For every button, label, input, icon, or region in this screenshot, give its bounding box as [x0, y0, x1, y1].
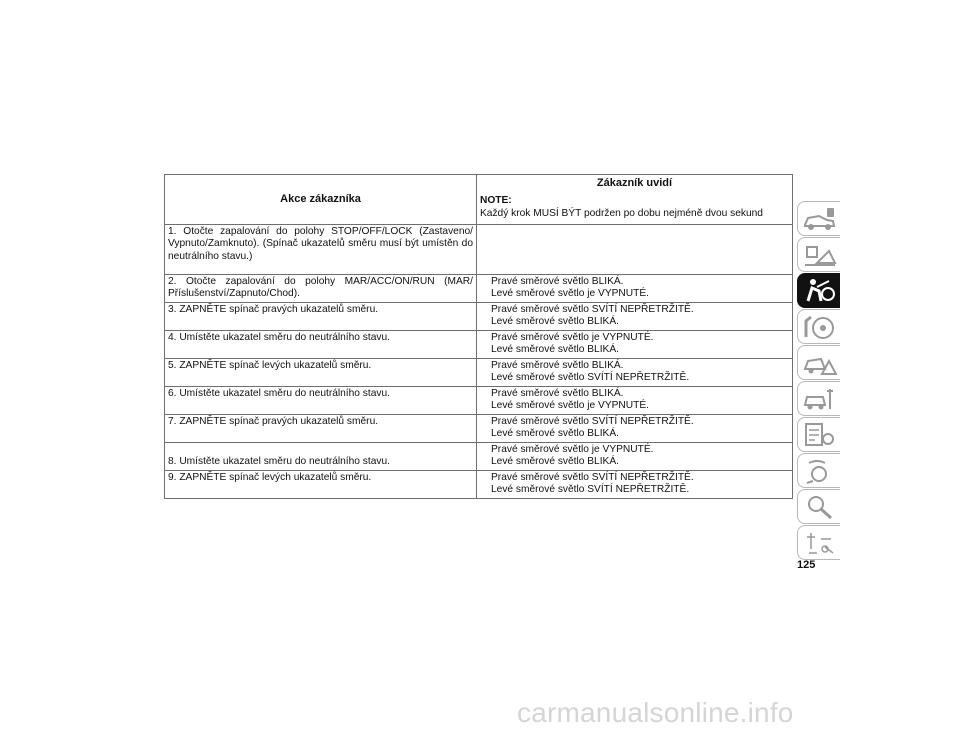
row-action: 8. Umístěte ukazatel směru do neutrálního stavu. — [165, 442, 477, 470]
row-result: Pravé směrové světlo SVÍTÍ NEPŘETRŽITĚ. Levé směrové světlo SVÍTÍ NEPŘETRŽITĚ. — [477, 470, 793, 498]
dashboard-warning-icon — [803, 241, 837, 269]
row-action: 5. ZAPNĚTE spínač levých ukazatelů směru. — [165, 358, 477, 386]
row-result: Pravé směrové světlo je VYPNUTÉ. Levé směrové světlo BLIKÁ. — [477, 442, 793, 470]
row-action: 7. ZAPNĚTE spínač pravých ukazatelů směru. — [165, 414, 477, 442]
tab-safety[interactable] — [797, 273, 840, 308]
tab-languages[interactable] — [797, 525, 840, 560]
steering-wheel-icon — [803, 313, 837, 341]
watermark: carmanualsonline.info — [517, 697, 794, 728]
table-row — [165, 302, 793, 330]
index-search-icon — [803, 493, 837, 521]
tab-driving[interactable] — [797, 309, 840, 344]
header-customer-sees: Zákazník uvidí — [596, 177, 673, 189]
tab-dashboard[interactable] — [797, 237, 840, 272]
table-row — [165, 275, 793, 303]
tab-car-info[interactable] — [797, 201, 840, 236]
table-row — [165, 358, 793, 386]
tab-maintenance[interactable] — [797, 417, 840, 452]
row-result: Pravé směrové světlo BLIKÁ. Levé směrové světlo je VYPNUTÉ. — [477, 275, 793, 303]
row-action: 3. ZAPNĚTE spínač pravých ukazatelů směru. — [165, 302, 477, 330]
row-action: 6. Umístěte ukazatel směru do neutrálního stavu. — [165, 386, 477, 414]
tab-service[interactable] — [797, 381, 840, 416]
car-warning-icon — [803, 349, 837, 377]
row-action: 4. Umístěte ukazatel směru do neutrálního stavu. — [165, 330, 477, 358]
tab-index[interactable] — [797, 489, 840, 524]
page-number: 125 — [797, 559, 816, 571]
car-info-icon — [803, 205, 837, 233]
row-result — [477, 225, 793, 275]
language-icon — [803, 529, 837, 557]
multimedia-icon — [803, 457, 837, 485]
row-result: Pravé směrové světlo SVÍTÍ NEPŘETRŽITĚ. Levé směrové světlo BLIKÁ. — [477, 302, 793, 330]
maintenance-checklist-icon — [803, 421, 837, 449]
table-row — [165, 470, 793, 498]
car-service-icon — [803, 385, 837, 413]
row-result: Pravé směrové světlo BLIKÁ. Levé směrové světlo je VYPNUTÉ. — [477, 386, 793, 414]
row-action: 9. ZAPNĚTE spínač levých ukazatelů směru. — [165, 470, 477, 498]
table-header-row — [165, 175, 793, 225]
table-row — [165, 442, 793, 470]
row-action: 2. Otočte zapalování do polohy MAR/ACC/ON/RUN (MAR/ Příslušenství/Zapnuto/Chod). — [165, 275, 477, 303]
note-label: NOTE: — [480, 195, 512, 207]
row-result: Pravé směrové světlo SVÍTÍ NEPŘETRŽITĚ. Levé směrové světlo BLIKÁ. — [477, 414, 793, 442]
row-action: 1. Otočte zapalování do polohy STOP/OFF/LOCK (Zastaveno/ Vypnuto/Zamknuto). (Spínač ukazatelů směru musí být umístěn do neutrálního stavu.) — [165, 225, 477, 275]
tab-emergency[interactable] — [797, 345, 840, 380]
table-row — [165, 330, 793, 358]
header-customer-action: Akce zákazníka — [165, 175, 477, 225]
note-text: Každý krok MUSÍ BÝT podržen po dobu nejméně dvou sekund — [480, 207, 763, 219]
row-result: Pravé směrové světlo BLIKÁ. Levé směrové světlo SVÍTÍ NEPŘETRŽITĚ. — [477, 358, 793, 386]
tab-multimedia[interactable] — [797, 453, 840, 488]
airbag-safety-icon — [803, 277, 837, 305]
instruction-table — [164, 174, 793, 499]
row-result: Pravé směrové světlo je VYPNUTÉ. Levé směrové světlo BLIKÁ. — [477, 330, 793, 358]
header-customer-sees-cell — [477, 175, 793, 225]
table-row — [165, 225, 793, 275]
table-row — [165, 414, 793, 442]
table-row — [165, 386, 793, 414]
